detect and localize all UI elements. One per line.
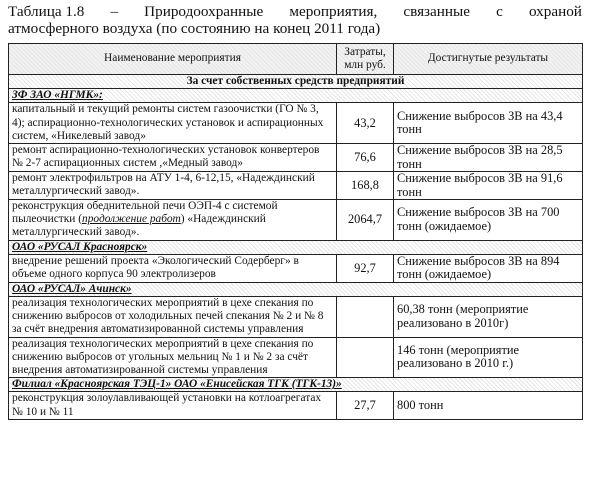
table-row	[9, 200, 583, 241]
table-row	[9, 144, 583, 172]
table-caption	[8, 3, 582, 37]
cost-cell: 76,6	[337, 144, 394, 172]
table-row	[9, 254, 583, 282]
header-row	[9, 44, 583, 75]
table-row	[9, 172, 583, 200]
result-cell: Снижение выбросов ЗВ на 91,6 тонн	[394, 172, 583, 200]
caption-word: охраной	[528, 3, 582, 20]
measure-text: реконструкция обеднительной печи ОЭП-4 с системой пылеочистки (	[12, 200, 278, 226]
group-row	[9, 89, 583, 103]
cost-cell	[337, 297, 394, 338]
group-row	[9, 282, 583, 296]
result-cell: 146 тонн (мероприятие реализовано в 2010 г.)	[394, 337, 583, 378]
measure-cell: реализация технологических мероприятий в цехе спекания по снижению выбросов от угольных мельниц № 1 и № 2 за счёт внедрения автоматизированной системы управления	[9, 337, 337, 378]
group-title: ОАО «РУСАЛ» Ачинск»	[9, 282, 583, 296]
caption-word: с	[496, 3, 503, 20]
measure-cell: внедрение решений проекта «Экологический Содерберг» в объеме одного корпуса 90 электролизеров	[9, 254, 337, 282]
table-row	[9, 392, 583, 419]
result-cell: 60,38 тонн (мероприятие реализовано в 2010г)	[394, 297, 583, 338]
measure-text: ) «Надеждинский металлургический завод».	[12, 213, 266, 239]
group-row	[9, 378, 583, 392]
table-row	[9, 103, 583, 144]
measures-table	[8, 43, 583, 420]
result-cell: Снижение выбросов ЗВ на 894 тонн (ожидаемое)	[394, 254, 583, 282]
cost-cell	[337, 337, 394, 378]
measure-cell: ремонт электрофильтров на АТУ 1-4, 6-12,15, «Надеждинский металлургический завод».	[9, 172, 337, 200]
header-result: Достигнутые результаты	[394, 44, 583, 75]
measure-cell: ремонт аспирационно-технологических установок конвертеров № 2-7 аспирационных систем ,«Медный завод»	[9, 144, 337, 172]
group-title: ОАО «РУСАЛ Красноярск»	[9, 240, 583, 254]
caption-line-2: атмосферного воздуха (по состоянию на конец 2011 года)	[8, 20, 381, 37]
cost-cell: 43,2	[337, 103, 394, 144]
caption-word: Природоохранные	[144, 3, 264, 20]
group-title: Филиал «Красноярская ТЭЦ-1» ОАО «Енисейская ТГК (ТГК-13)»	[9, 378, 583, 392]
result-cell: Снижение выбросов ЗВ на 700 тонн (ожидаемое)	[394, 200, 583, 241]
result-cell: 800 тонн	[394, 392, 583, 419]
result-cell: Снижение выбросов ЗВ на 43,4 тонн	[394, 103, 583, 144]
header-measure: Наименование мероприятия	[9, 44, 337, 75]
section-row	[9, 75, 583, 89]
table-row	[9, 297, 583, 338]
cost-cell: 2064,7	[337, 200, 394, 241]
cost-cell: 168,8	[337, 172, 394, 200]
measure-text-italic: продолжение работ	[82, 213, 181, 226]
measure-cell: реализация технологических мероприятий в цехе спекания по снижению выбросов от холодильных печей спекания № 2 и № 8 за счёт внедрения автоматизированной системы управления	[9, 297, 337, 338]
caption-dash: –	[110, 3, 119, 20]
measure-cell: капитальный и текущий ремонты систем газоочистки (ГО № 3, 4); аспирационно-технологических установок и аспирационных систем, «Никелевый завод»	[9, 103, 337, 144]
result-cell: Снижение выбросов ЗВ на 28,5 тонн	[394, 144, 583, 172]
group-title: ЗФ ЗАО «НГМК»:	[9, 89, 583, 103]
cost-cell: 92,7	[337, 254, 394, 282]
header-cost: Затраты, млн руб.	[337, 44, 394, 75]
caption-line-1	[8, 3, 582, 20]
caption-word: связанные	[403, 3, 470, 20]
section-title: За счет собственных средств предприятий	[9, 75, 583, 89]
cost-cell: 27,7	[337, 392, 394, 419]
caption-label: Таблица 1.8	[8, 3, 85, 20]
caption-word: мероприятия,	[289, 3, 378, 20]
measure-cell: реконструкция золоулавливающей установки на котлоагрегатах № 10 и № 11	[9, 392, 337, 419]
group-row	[9, 240, 583, 254]
table-row	[9, 337, 583, 378]
measure-cell	[9, 200, 337, 241]
